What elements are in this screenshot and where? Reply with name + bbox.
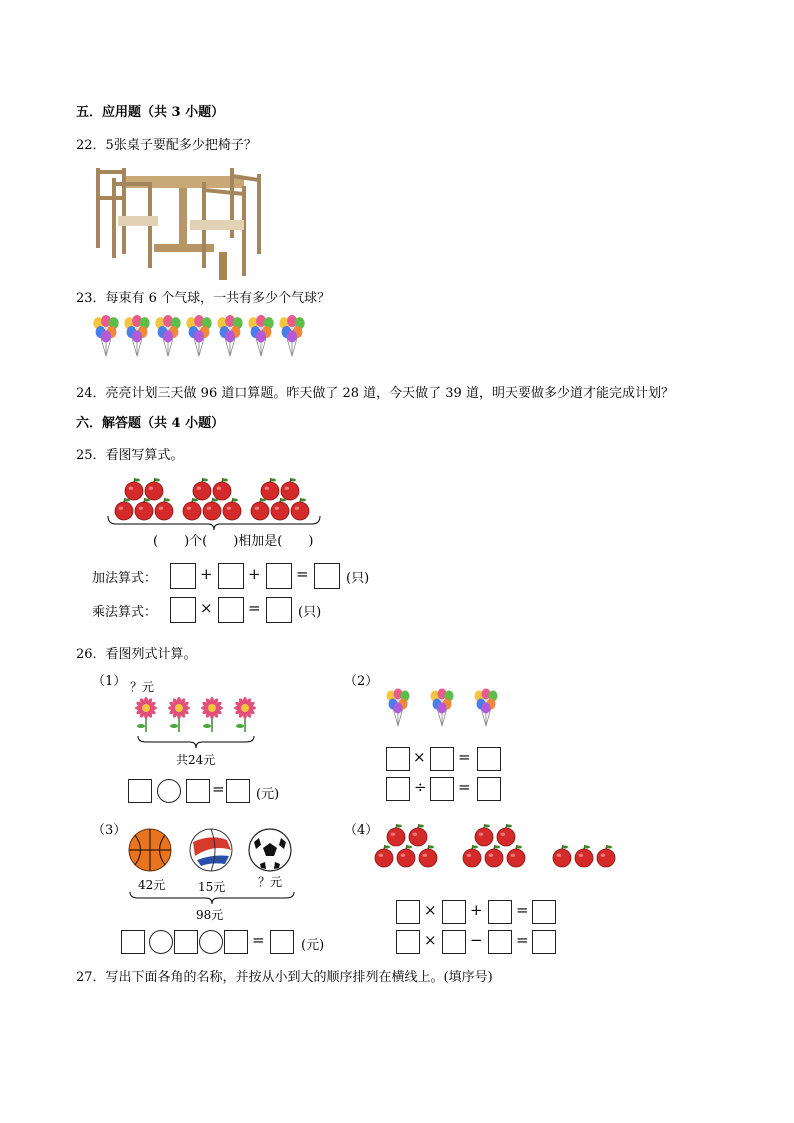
part-1-number: （1） — [92, 674, 127, 689]
answer-box[interactable] — [442, 900, 466, 924]
operator-circle[interactable] — [199, 930, 223, 954]
apple-icon — [291, 498, 309, 520]
equals-sign: = — [516, 931, 529, 949]
answer-box[interactable] — [430, 777, 454, 801]
unit-label: (只) — [346, 571, 370, 586]
answer-box[interactable] — [128, 779, 152, 803]
answer-box[interactable] — [170, 563, 196, 589]
apple-icon — [507, 845, 525, 867]
answer-box[interactable] — [224, 930, 248, 954]
apple-icon — [575, 845, 593, 867]
unknown-price: ？元 — [130, 680, 155, 694]
soccer-ball-icon — [248, 828, 292, 872]
apple-groups-image — [372, 824, 624, 874]
apple-icon — [497, 824, 515, 846]
minus-sign: − — [470, 931, 483, 949]
plus-sign: + — [470, 901, 483, 919]
plus-sign: + — [200, 565, 213, 583]
apple-icon — [155, 498, 173, 520]
apple-icon — [387, 824, 405, 846]
answer-box[interactable] — [266, 597, 292, 623]
mul-formula-label: 乘法算式： — [92, 605, 158, 620]
balloon-bunch-icon — [279, 315, 304, 356]
equals-sign: = — [458, 778, 471, 796]
answer-box[interactable] — [532, 930, 556, 954]
apple-icon — [193, 478, 211, 500]
apple-icon — [261, 478, 279, 500]
question-27: 27．写出下面各角的名称，并按从小到大的顺序排列在横线上。(填序号) — [76, 970, 493, 985]
equals-sign: = — [458, 748, 471, 766]
balloon-bunches-image — [92, 314, 308, 372]
equals-sign: = — [248, 599, 261, 617]
basketball-price: 42元 — [138, 878, 166, 892]
balloon-bunch-icon — [248, 315, 273, 356]
answer-box[interactable] — [396, 900, 420, 924]
volleyball-icon — [189, 828, 233, 872]
part-4-number: （4） — [344, 823, 379, 838]
answer-box[interactable] — [270, 930, 294, 954]
answer-box[interactable] — [386, 747, 410, 771]
answer-box[interactable] — [488, 900, 512, 924]
question-25: 25．看图写算式。 — [76, 448, 184, 463]
apple-icon — [213, 478, 231, 500]
q25-caption: ( )个( )相加是( ) — [153, 534, 314, 549]
apple-icon — [223, 498, 241, 520]
answer-box[interactable] — [442, 930, 466, 954]
operator-circle[interactable] — [157, 779, 181, 803]
apple-groups-image — [108, 476, 324, 528]
section-5-heading: 五．应用题（共 3 小题） — [76, 105, 225, 120]
apple-icon — [183, 498, 201, 520]
question-22: 22．5张桌子要配多少把椅子？ — [76, 138, 257, 153]
apple-icon — [475, 824, 493, 846]
balloon-bunch-icon — [124, 315, 149, 356]
flower-icon — [201, 697, 223, 732]
apple-icon — [115, 498, 133, 520]
add-formula-label: 加法算式： — [92, 571, 158, 586]
times-sign: × — [413, 748, 426, 766]
answer-box[interactable] — [266, 563, 292, 589]
apple-icon — [135, 498, 153, 520]
answer-box[interactable] — [121, 930, 145, 954]
balloon-bunch-icon — [186, 315, 211, 356]
balloon-bunch-icon — [431, 689, 454, 727]
answer-box[interactable] — [218, 597, 244, 623]
apple-icon — [419, 845, 437, 867]
flowers-image — [132, 694, 260, 732]
answer-box[interactable] — [396, 930, 420, 954]
table-chairs-image — [94, 158, 266, 280]
unit-label: (只) — [298, 605, 322, 620]
total-brace — [136, 734, 256, 750]
balloon-bunch-icon — [155, 315, 180, 356]
flower-icon — [168, 697, 190, 732]
answer-box[interactable] — [488, 930, 512, 954]
section-6-heading: 六．解答题（共 4 小题） — [76, 416, 225, 431]
answer-box[interactable] — [430, 747, 454, 771]
flower-icon — [234, 697, 256, 732]
apple-icon — [281, 478, 299, 500]
apple-icon — [553, 845, 571, 867]
answer-box[interactable] — [186, 779, 210, 803]
apple-icon — [125, 478, 143, 500]
answer-box[interactable] — [170, 597, 196, 623]
equals-sign: = — [516, 901, 529, 919]
apple-icon — [145, 478, 163, 500]
apple-icon — [463, 845, 481, 867]
times-sign: × — [424, 931, 437, 949]
volleyball-price: 15元 — [198, 880, 226, 894]
question-23: 23．每束有 6 个气球，一共有多少个气球？ — [76, 291, 331, 306]
answer-box[interactable] — [314, 563, 340, 589]
soccer-unknown-price: ？元 — [258, 875, 283, 889]
times-sign: × — [424, 901, 437, 919]
apple-icon — [203, 498, 221, 520]
answer-box[interactable] — [532, 900, 556, 924]
plus-sign: + — [248, 565, 261, 583]
divide-sign: ÷ — [414, 778, 427, 796]
equals-sign: = — [296, 565, 309, 583]
times-sign: × — [200, 599, 213, 617]
balloon-bunch-icon — [387, 689, 410, 727]
apple-icon — [485, 845, 503, 867]
equals-sign: = — [212, 780, 225, 798]
answer-box[interactable] — [226, 779, 250, 803]
balloon-bunch-icon — [93, 315, 118, 356]
balloon-bunch-icon — [475, 689, 498, 727]
total-brace — [128, 890, 296, 906]
apple-icon — [375, 845, 393, 867]
apple-icon — [597, 845, 615, 867]
total-price: 98元 — [196, 908, 224, 922]
apple-icon — [251, 498, 269, 520]
balloon-bunch-icon — [217, 315, 242, 356]
answer-box[interactable] — [477, 747, 501, 771]
apple-icon — [397, 845, 415, 867]
basketball-icon — [128, 828, 172, 872]
unit-label: (元) — [256, 787, 280, 802]
answer-box[interactable] — [477, 777, 501, 801]
apple-icon — [271, 498, 289, 520]
balloon-bunches-image — [384, 688, 504, 728]
part-2-number: （2） — [344, 674, 379, 689]
answer-box[interactable] — [386, 777, 410, 801]
equals-sign: = — [252, 931, 265, 949]
unit-label: (元) — [301, 938, 325, 953]
apple-icon — [409, 824, 427, 846]
operator-circle[interactable] — [149, 930, 173, 954]
answer-box[interactable] — [218, 563, 244, 589]
question-24: 24．亮亮计划三天做 96 道口算题。昨天做了 28 道，今天做了 39 道，明天要做多少道才能完成计划？ — [76, 386, 674, 401]
total-price: 共24元 — [176, 753, 216, 767]
flower-icon — [135, 697, 157, 732]
part-3-number: （3） — [92, 823, 127, 838]
question-26: 26．看图列式计算。 — [76, 647, 197, 662]
answer-box[interactable] — [174, 930, 198, 954]
